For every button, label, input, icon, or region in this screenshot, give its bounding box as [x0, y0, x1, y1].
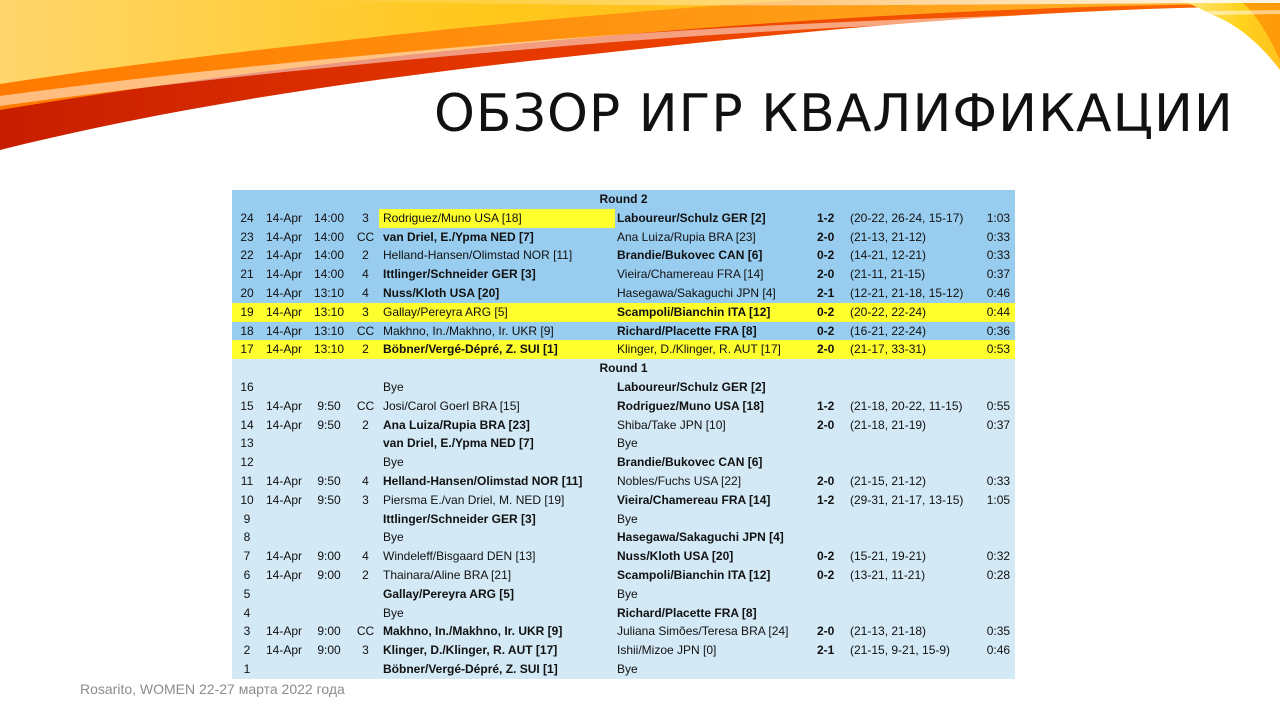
- team2: Ana Luiza/Rupia BRA [23]: [615, 228, 815, 247]
- match-score: [815, 585, 848, 604]
- match-number: 7: [232, 547, 262, 566]
- match-court: [352, 510, 379, 529]
- set-scores: (21-18, 20-22, 11-15): [848, 397, 978, 416]
- match-duration: 0:55: [978, 397, 1015, 416]
- match-number: 1: [232, 660, 262, 679]
- round1-header: Round 1: [232, 359, 1015, 378]
- team1: Bye: [379, 528, 615, 547]
- team1: Windeleff/Bisgaard DEN [13]: [379, 547, 615, 566]
- team1: Böbner/Vergé-Dépré, Z. SUI [1]: [379, 660, 615, 679]
- match-time: 9:00: [306, 641, 352, 660]
- team1: Bye: [379, 604, 615, 623]
- match-score: 0-2: [815, 246, 848, 265]
- set-scores: (21-13, 21-12): [848, 228, 978, 247]
- match-duration: [978, 660, 1015, 679]
- match-row: [232, 472, 1015, 491]
- match-court: CC: [352, 228, 379, 247]
- match-time: 9:00: [306, 547, 352, 566]
- match-date: [262, 510, 306, 529]
- match-number: 4: [232, 604, 262, 623]
- match-row: [232, 416, 1015, 435]
- match-time: 9:50: [306, 416, 352, 435]
- match-time: [306, 528, 352, 547]
- set-scores: (21-11, 21-15): [848, 265, 978, 284]
- match-duration: 0:28: [978, 566, 1015, 585]
- match-time: 14:00: [306, 265, 352, 284]
- match-court: 2: [352, 340, 379, 359]
- team2: Ishii/Mizoe JPN [0]: [615, 641, 815, 660]
- team1: Bye: [379, 378, 615, 397]
- match-date: [262, 528, 306, 547]
- match-date: 14-Apr: [262, 322, 306, 341]
- match-time: 9:50: [306, 491, 352, 510]
- set-scores: (12-21, 21-18, 15-12): [848, 284, 978, 303]
- match-duration: [978, 604, 1015, 623]
- team1: Böbner/Vergé-Dépré, Z. SUI [1]: [379, 340, 615, 359]
- set-scores: (21-15, 9-21, 15-9): [848, 641, 978, 660]
- match-time: 9:00: [306, 566, 352, 585]
- team2: Nuss/Kloth USA [20]: [615, 547, 815, 566]
- match-score: [815, 528, 848, 547]
- match-duration: [978, 434, 1015, 453]
- match-court: 3: [352, 209, 379, 228]
- match-score: 1-2: [815, 491, 848, 510]
- match-time: 14:00: [306, 246, 352, 265]
- match-score: [815, 510, 848, 529]
- match-time: [306, 604, 352, 623]
- match-row: [232, 265, 1015, 284]
- round-header-row: [232, 359, 1015, 378]
- team1: Ittlinger/Schneider GER [3]: [379, 265, 615, 284]
- match-number: 3: [232, 622, 262, 641]
- match-row: [232, 284, 1015, 303]
- team2: Vieira/Chamereau FRA [14]: [615, 491, 815, 510]
- match-score: 2-0: [815, 472, 848, 491]
- match-court: 3: [352, 303, 379, 322]
- match-row: [232, 303, 1015, 322]
- team2: Vieira/Chamereau FRA [14]: [615, 265, 815, 284]
- match-duration: 0:33: [978, 246, 1015, 265]
- set-scores: [848, 453, 978, 472]
- set-scores: (21-18, 21-19): [848, 416, 978, 435]
- match-number: 16: [232, 378, 262, 397]
- set-scores: (21-15, 21-12): [848, 472, 978, 491]
- match-date: 14-Apr: [262, 303, 306, 322]
- match-number: 8: [232, 528, 262, 547]
- team2: Laboureur/Schulz GER [2]: [615, 209, 815, 228]
- team1: Makhno, In./Makhno, Ir. UKR [9]: [379, 322, 615, 341]
- match-time: 13:10: [306, 322, 352, 341]
- match-time: 13:10: [306, 340, 352, 359]
- team2: Klinger, D./Klinger, R. AUT [17]: [615, 340, 815, 359]
- team2: Brandie/Bukovec CAN [6]: [615, 453, 815, 472]
- set-scores: [848, 604, 978, 623]
- results-body: [232, 190, 1015, 679]
- set-scores: [848, 510, 978, 529]
- team2: Laboureur/Schulz GER [2]: [615, 378, 815, 397]
- match-row: [232, 660, 1015, 679]
- team2: Rodriguez/Muno USA [18]: [615, 397, 815, 416]
- match-date: [262, 604, 306, 623]
- set-scores: (21-17, 33-31): [848, 340, 978, 359]
- team1: Helland-Hansen/Olimstad NOR [11]: [379, 246, 615, 265]
- match-court: CC: [352, 322, 379, 341]
- set-scores: [848, 585, 978, 604]
- match-number: 19: [232, 303, 262, 322]
- match-duration: 0:37: [978, 265, 1015, 284]
- team1: Josi/Carol Goerl BRA [15]: [379, 397, 615, 416]
- qualification-results-table: [232, 190, 1015, 679]
- match-time: [306, 378, 352, 397]
- match-date: 14-Apr: [262, 416, 306, 435]
- match-date: [262, 434, 306, 453]
- match-row: [232, 434, 1015, 453]
- team1: Klinger, D./Klinger, R. AUT [17]: [379, 641, 615, 660]
- match-duration: 0:46: [978, 284, 1015, 303]
- match-score: [815, 660, 848, 679]
- team1: Makhno, In./Makhno, Ir. UKR [9]: [379, 622, 615, 641]
- team2: Scampoli/Bianchin ITA [12]: [615, 566, 815, 585]
- round-header-row: [232, 190, 1015, 209]
- match-number: 23: [232, 228, 262, 247]
- match-date: 14-Apr: [262, 491, 306, 510]
- match-time: [306, 585, 352, 604]
- match-row: [232, 322, 1015, 341]
- match-duration: [978, 453, 1015, 472]
- match-number: 6: [232, 566, 262, 585]
- set-scores: (20-22, 26-24, 15-17): [848, 209, 978, 228]
- match-score: 2-1: [815, 284, 848, 303]
- match-court: 3: [352, 641, 379, 660]
- match-duration: 0:46: [978, 641, 1015, 660]
- match-duration: 0:53: [978, 340, 1015, 359]
- match-number: 5: [232, 585, 262, 604]
- match-time: 13:10: [306, 303, 352, 322]
- match-number: 24: [232, 209, 262, 228]
- match-score: [815, 434, 848, 453]
- match-score: 2-0: [815, 416, 848, 435]
- match-date: 14-Apr: [262, 228, 306, 247]
- match-court: 2: [352, 416, 379, 435]
- set-scores: (21-13, 21-18): [848, 622, 978, 641]
- match-date: 14-Apr: [262, 641, 306, 660]
- footer-caption: Rosarito, WOMEN 22-27 марта 2022 года: [80, 681, 345, 697]
- match-number: 14: [232, 416, 262, 435]
- match-number: 18: [232, 322, 262, 341]
- team2: Hasegawa/Sakaguchi JPN [4]: [615, 528, 815, 547]
- match-time: [306, 453, 352, 472]
- match-score: 0-2: [815, 303, 848, 322]
- match-duration: 0:44: [978, 303, 1015, 322]
- match-date: 14-Apr: [262, 472, 306, 491]
- match-score: 1-2: [815, 397, 848, 416]
- match-number: 21: [232, 265, 262, 284]
- match-time: 9:50: [306, 472, 352, 491]
- match-score: [815, 453, 848, 472]
- match-score: [815, 378, 848, 397]
- round2-header: Round 2: [232, 190, 1015, 209]
- team2: Scampoli/Bianchin ITA [12]: [615, 303, 815, 322]
- set-scores: (29-31, 21-17, 13-15): [848, 491, 978, 510]
- match-score: 0-2: [815, 547, 848, 566]
- match-court: CC: [352, 397, 379, 416]
- match-time: 14:00: [306, 228, 352, 247]
- match-duration: 0:32: [978, 547, 1015, 566]
- match-number: 13: [232, 434, 262, 453]
- set-scores: (15-21, 19-21): [848, 547, 978, 566]
- match-court: [352, 585, 379, 604]
- match-date: 14-Apr: [262, 284, 306, 303]
- match-duration: [978, 510, 1015, 529]
- match-row: [232, 453, 1015, 472]
- match-duration: 0:35: [978, 622, 1015, 641]
- set-scores: (16-21, 22-24): [848, 322, 978, 341]
- team2: Brandie/Bukovec CAN [6]: [615, 246, 815, 265]
- match-row: [232, 566, 1015, 585]
- match-court: [352, 660, 379, 679]
- match-court: [352, 434, 379, 453]
- match-score: 0-2: [815, 322, 848, 341]
- set-scores: [848, 378, 978, 397]
- set-scores: (14-21, 12-21): [848, 246, 978, 265]
- match-number: 12: [232, 453, 262, 472]
- match-date: 14-Apr: [262, 265, 306, 284]
- match-score: 1-2: [815, 209, 848, 228]
- match-date: 14-Apr: [262, 246, 306, 265]
- match-row: [232, 228, 1015, 247]
- match-number: 11: [232, 472, 262, 491]
- match-date: [262, 660, 306, 679]
- team1: van Driel, E./Ypma NED [7]: [379, 228, 615, 247]
- team1: Ittlinger/Schneider GER [3]: [379, 510, 615, 529]
- match-row: [232, 491, 1015, 510]
- team2: Nobles/Fuchs USA [22]: [615, 472, 815, 491]
- match-court: 2: [352, 566, 379, 585]
- match-row: [232, 246, 1015, 265]
- team1: Thainara/Aline BRA [21]: [379, 566, 615, 585]
- match-court: 4: [352, 472, 379, 491]
- team1: Gallay/Pereyra ARG [5]: [379, 303, 615, 322]
- match-court: 3: [352, 491, 379, 510]
- match-court: 4: [352, 284, 379, 303]
- match-score: 0-2: [815, 566, 848, 585]
- match-row: [232, 378, 1015, 397]
- match-number: 9: [232, 510, 262, 529]
- match-duration: [978, 378, 1015, 397]
- team2: Bye: [615, 660, 815, 679]
- match-time: 9:00: [306, 622, 352, 641]
- match-date: [262, 453, 306, 472]
- match-row: [232, 209, 1015, 228]
- team1: Rodriguez/Muno USA [18]: [379, 209, 615, 228]
- team2: Bye: [615, 585, 815, 604]
- match-date: 14-Apr: [262, 209, 306, 228]
- team1: Helland-Hansen/Olimstad NOR [11]: [379, 472, 615, 491]
- match-court: [352, 604, 379, 623]
- match-duration: 1:05: [978, 491, 1015, 510]
- team2: Hasegawa/Sakaguchi JPN [4]: [615, 284, 815, 303]
- match-duration: [978, 585, 1015, 604]
- match-score: 2-1: [815, 641, 848, 660]
- match-date: [262, 378, 306, 397]
- match-score: 2-0: [815, 228, 848, 247]
- team2: Bye: [615, 434, 815, 453]
- match-score: 2-0: [815, 622, 848, 641]
- set-scores: (13-21, 11-21): [848, 566, 978, 585]
- match-time: [306, 510, 352, 529]
- match-number: 10: [232, 491, 262, 510]
- match-time: 13:10: [306, 284, 352, 303]
- match-number: 15: [232, 397, 262, 416]
- match-row: [232, 585, 1015, 604]
- match-row: [232, 528, 1015, 547]
- match-court: CC: [352, 622, 379, 641]
- match-time: [306, 434, 352, 453]
- set-scores: [848, 660, 978, 679]
- team1: Bye: [379, 453, 615, 472]
- match-time: [306, 660, 352, 679]
- match-date: 14-Apr: [262, 397, 306, 416]
- team2: Richard/Placette FRA [8]: [615, 322, 815, 341]
- team2: Shiba/Take JPN [10]: [615, 416, 815, 435]
- match-court: [352, 378, 379, 397]
- match-time: 9:50: [306, 397, 352, 416]
- match-row: [232, 547, 1015, 566]
- match-duration: 0:36: [978, 322, 1015, 341]
- match-duration: [978, 528, 1015, 547]
- match-row: [232, 622, 1015, 641]
- match-court: 2: [352, 246, 379, 265]
- match-duration: 1:03: [978, 209, 1015, 228]
- match-date: [262, 585, 306, 604]
- set-scores: [848, 434, 978, 453]
- match-row: [232, 604, 1015, 623]
- team1: Ana Luiza/Rupia BRA [23]: [379, 416, 615, 435]
- team1: Nuss/Kloth USA [20]: [379, 284, 615, 303]
- match-date: 14-Apr: [262, 547, 306, 566]
- match-number: 22: [232, 246, 262, 265]
- set-scores: [848, 528, 978, 547]
- match-duration: 0:33: [978, 472, 1015, 491]
- slide-title: ОБЗОР ИГР КВАЛИФИКАЦИИ: [434, 84, 1234, 144]
- team2: Juliana Simões/Teresa BRA [24]: [615, 622, 815, 641]
- match-row: [232, 641, 1015, 660]
- match-court: 4: [352, 265, 379, 284]
- match-number: 2: [232, 641, 262, 660]
- team1: Piersma E./van Driel, M. NED [19]: [379, 491, 615, 510]
- match-score: [815, 604, 848, 623]
- match-duration: 0:37: [978, 416, 1015, 435]
- match-date: 14-Apr: [262, 566, 306, 585]
- match-number: 17: [232, 340, 262, 359]
- match-date: 14-Apr: [262, 622, 306, 641]
- match-row: [232, 510, 1015, 529]
- match-date: 14-Apr: [262, 340, 306, 359]
- match-row: [232, 397, 1015, 416]
- team2: Bye: [615, 510, 815, 529]
- match-court: [352, 528, 379, 547]
- team1: Gallay/Pereyra ARG [5]: [379, 585, 615, 604]
- match-row: [232, 340, 1015, 359]
- set-scores: (20-22, 22-24): [848, 303, 978, 322]
- match-score: 2-0: [815, 265, 848, 284]
- match-duration: 0:33: [978, 228, 1015, 247]
- team2: Richard/Placette FRA [8]: [615, 604, 815, 623]
- team1: van Driel, E./Ypma NED [7]: [379, 434, 615, 453]
- match-court: [352, 453, 379, 472]
- match-score: 2-0: [815, 340, 848, 359]
- match-time: 14:00: [306, 209, 352, 228]
- match-court: 4: [352, 547, 379, 566]
- match-number: 20: [232, 284, 262, 303]
